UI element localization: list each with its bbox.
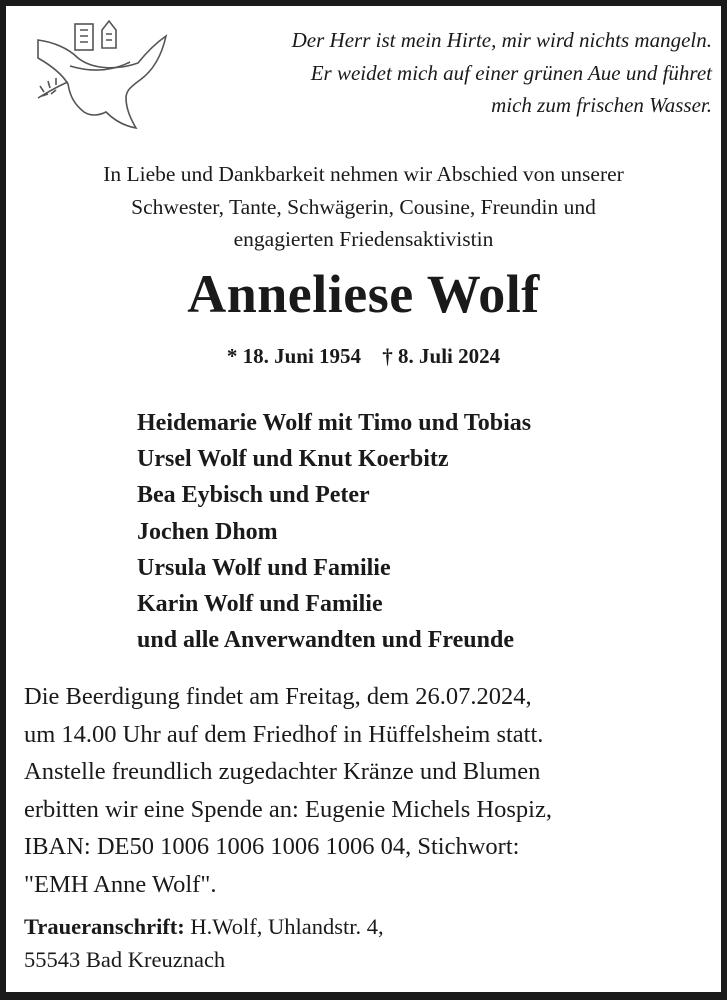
verse-line: Er weidet mich auf einer grünen Aue und führet: [310, 60, 712, 85]
address-street: H.Wolf, Uhlandstr. 4,: [184, 914, 384, 939]
intro-line: engagierten Friedensaktivistin: [233, 227, 494, 251]
intro-line: Schwester, Tante, Schwägerin, Cousine, Freundin und: [131, 194, 596, 219]
deceased-name: Anneliese Wolf: [187, 264, 540, 324]
mourners-list: [137, 405, 531, 658]
funeral-line: um 14.00 Uhr auf dem Friedhof in Hüffelsheim statt.: [24, 720, 544, 748]
funeral-line: Anstelle freundlich zugedachter Kränze und Blumen: [24, 758, 541, 785]
intro-line: In Liebe und Dankbarkeit nehmen wir Abschied von unserer: [103, 162, 624, 186]
death-date: † 8. Juli 2024: [382, 344, 501, 368]
funeral-line: erbitten wir eine Spende an: Eugenie Michels Hospiz,: [24, 795, 552, 823]
address-label: Traueranschrift:: [24, 914, 185, 939]
funeral-line: IBAN: DE50 1006 1006 1006 1006 04, Stichwort:: [24, 833, 520, 860]
intro-text: [0, 158, 727, 256]
birth-date: * 18. Juni 1954: [226, 344, 362, 368]
life-dates: [0, 344, 727, 369]
mourner: Bea Eybisch und Peter: [137, 482, 370, 509]
funeral-line: "EMH Anne Wolf".: [24, 870, 217, 898]
mourner: Heidemarie Wolf mit Timo und Tobias: [137, 410, 532, 436]
mourner: Karin Wolf und Familie: [137, 591, 383, 618]
mourner: Ursel Wolf und Knut Koerbitz: [137, 446, 449, 473]
mourner: Jochen Dhom: [137, 518, 278, 545]
mourner: Ursula Wolf und Familie: [137, 554, 391, 581]
mourner: und alle Anverwandten und Freunde: [137, 627, 514, 654]
dove-with-church-illustration: [30, 18, 170, 138]
verse-line: mich zum frischen Wasser.: [491, 93, 712, 117]
mourning-address: [24, 910, 384, 976]
verse-line: Der Herr ist mein Hirte, mir wird nichts mangeln.: [291, 28, 712, 52]
funeral-info: [24, 678, 552, 903]
bible-verse: [292, 24, 712, 122]
address-city: 55543 Bad Kreuznach: [24, 947, 226, 972]
funeral-line: Die Beerdigung findet am Freitag, dem 26.07.2024,: [24, 683, 532, 710]
